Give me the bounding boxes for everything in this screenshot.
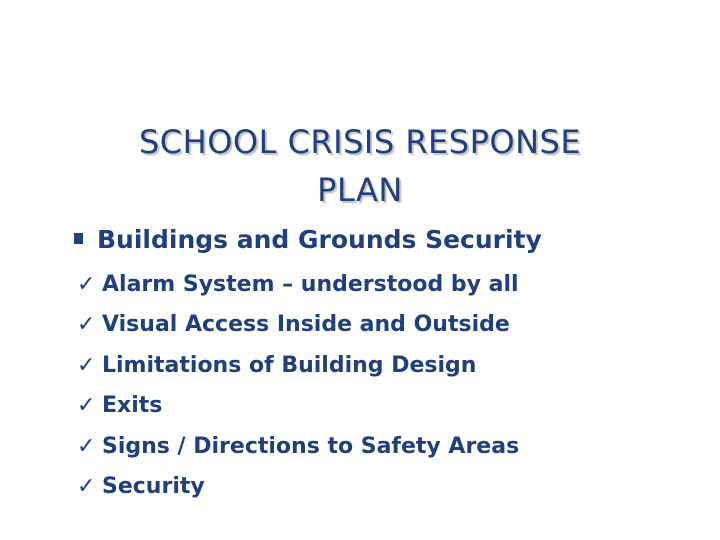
checkmark-icon: ✓ [77, 433, 96, 459]
checkmark-icon: ✓ [77, 312, 96, 338]
checklist-item [77, 264, 519, 305]
checklist-item-text: Security [102, 474, 205, 500]
checkmark-icon: ✓ [77, 393, 96, 419]
checkmark-icon: ✓ [77, 271, 96, 297]
checkmark-icon: ✓ [77, 352, 96, 378]
checklist-item-text: Exits [102, 393, 163, 419]
slide-title-line: PLAN [317, 171, 403, 209]
checklist-item-text: Signs / Directions to Safety Areas [102, 433, 520, 459]
checklist-item-text: Visual Access Inside and Outside [102, 312, 510, 338]
checklist-item [77, 467, 519, 508]
checklist-item [77, 305, 519, 346]
section-heading-text: Buildings and Grounds Security [97, 225, 542, 254]
checklist-item-text: Limitations of Building Design [102, 352, 477, 378]
section-heading [74, 222, 542, 258]
checklist-item-text: Alarm System – understood by all [102, 271, 519, 297]
slide-title-line: SCHOOL CRISIS RESPONSE [138, 123, 582, 161]
checklist-item [77, 386, 519, 427]
checkmark-icon: ✓ [77, 474, 96, 500]
square-bullet-icon [74, 233, 83, 244]
checklist [77, 264, 519, 507]
slide-title [60, 118, 660, 214]
checklist-item [77, 426, 519, 467]
checklist-item [77, 345, 519, 386]
